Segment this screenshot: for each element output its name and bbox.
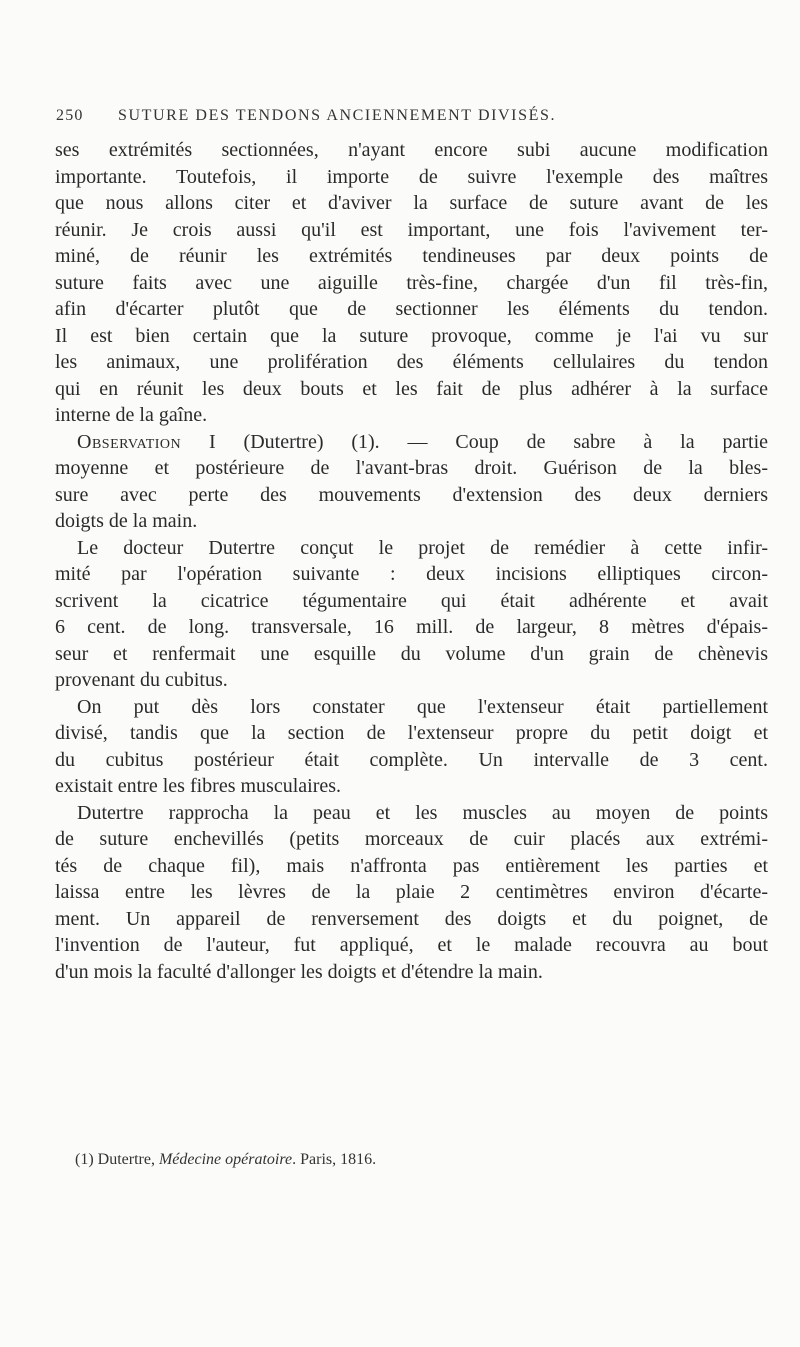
body-line: les animaux, une prolifération des éléments cellulaires du tendon [55,351,768,373]
footnote-marker: (1) Dutertre, [75,1151,159,1168]
body-line: mité par l'opération suivante : deux incisions elliptiques circon- [55,563,768,585]
body-line: laissa entre les lèvres de la plaie 2 centimètres environ d'écarte- [55,881,768,903]
body-line: sure avec perte des mouvements d'extension des deux derniers [55,483,768,506]
body-line: que nous allons citer et d'aviver la surface de suture avant de les [55,192,768,214]
observation-heading-rest: I (Dutertre) (1). — Coup de sabre à la partie [181,430,768,453]
body-line: divisé, tandis que la section de l'extenseur propre du petit doigt et [55,722,768,744]
footnote-title: Médecine opératoire [158,1151,293,1168]
observation-heading-line [55,429,768,456]
running-header [56,107,776,125]
body-line: réunir. Je crois aussi qu'il est important, une fois l'avivement ter- [55,218,768,241]
body-line: Il est bien certain que la suture provoque, comme je l'ai vu sur [55,324,768,347]
body-line: On put dès lors constater que l'extenseur était partiellement [77,695,768,718]
body-line: Le docteur Dutertre conçut le projet de remédier à cette infir- [77,536,768,559]
body-line: ses extrémités sectionnées, n'ayant encore subi aucune modification [55,139,768,161]
body-line: d'un mois la faculté d'allonger les doigts et d'étendre la main. [55,960,543,983]
footnote [75,1151,755,1169]
body-line: miné, de réunir les extrémités tendineuses par deux points de [55,245,768,267]
body-line: 6 cent. de long. transversale, 16 mill. de largeur, 8 mètres d'épais- [55,616,768,638]
observation-label: Observation [77,430,182,453]
body-line: doigts de la main. [55,510,198,532]
body-line: Dutertre rapprocha la peau et les muscles au moyen de points [77,801,768,824]
body-line: importante. Toutefois, il importe de suivre l'exemple des maîtres [55,165,768,188]
body-line: existait entre les fibres musculaires. [55,775,342,797]
running-title: SUTURE DES TENDONS ANCIENNEMENT DIVISÉS. [118,107,557,124]
body-line: seur et renfermait une esquille du volume d'un grain de chènevis [55,642,768,665]
body-line: interne de la gaîne. [55,404,208,426]
page-number: 250 [56,107,84,124]
body-line: tés de chaque fil), mais n'affronta pas entièrement les parties et [55,854,768,877]
body-line: suture faits avec une aiguille très-fine, chargée d'un fil très-fin, [55,271,768,294]
page-body [55,137,768,985]
body-line: de suture enchevillés (petits morceaux de cuir placés aux extrémi- [55,828,768,850]
body-line: scrivent la cicatrice tégumentaire qui était adhérente et avait [55,589,768,612]
body-line: moyenne et postérieure de l'avant-bras droit. Guérison de la bles- [55,457,768,479]
body-line: du cubitus postérieur était complète. Un intervalle de 3 cent. [55,748,768,771]
body-line: qui en réunit les deux bouts et les fait de plus adhérer à la surface [55,377,768,400]
body-line: l'invention de l'auteur, fut appliqué, et le malade recouvra au bout [55,934,768,956]
footnote-rest: . Paris, 1816. [292,1151,377,1168]
body-line: afin d'écarter plutôt que de sectionner les éléments du tendon. [55,298,768,320]
body-line: ment. Un appareil de renversement des doigts et du poignet, de [55,907,768,930]
body-line: provenant du cubitus. [55,669,228,691]
